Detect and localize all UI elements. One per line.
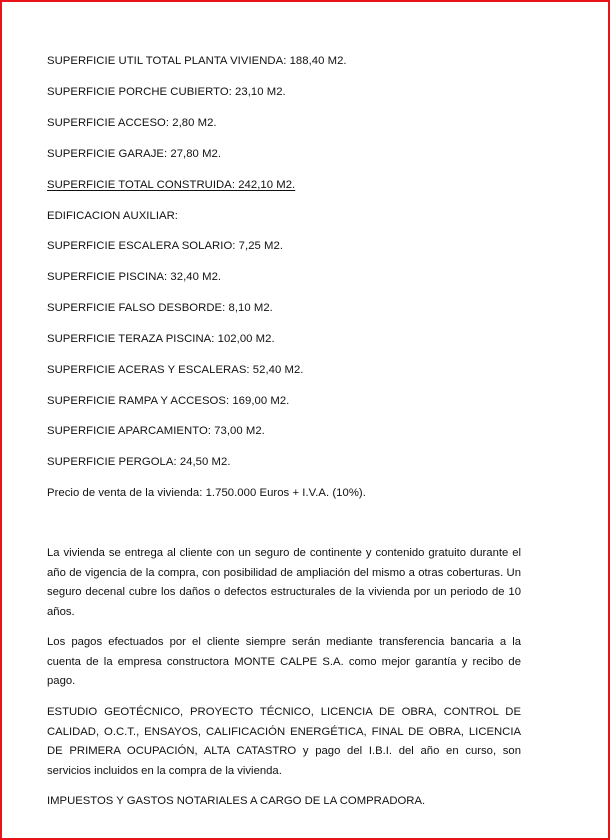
surface-piscina: SUPERFICIE PISCINA: 32,40 M2. bbox=[47, 271, 222, 283]
surface-teraza-piscina: SUPERFICIE TERAZA PISCINA: 102,00 M2. bbox=[47, 333, 275, 345]
surface-util-total: SUPERFICIE UTIL TOTAL PLANTA VIVIENDA: 188,40 M2. bbox=[47, 55, 347, 67]
insurance-paragraph: La vivienda se entrega al cliente con un seguro de continente y contenido gratuito durante el año de vigencia de la compra, con posibilidad de ampliación del mismo a otras coberturas. Un seguro decenal cubre los daños o defectos estructurales de la vivienda por un periodo de 10 años. bbox=[47, 547, 521, 618]
surface-aceras-escaleras: SUPERFICIE ACERAS Y ESCALERAS: 52,40 M2. bbox=[47, 364, 304, 376]
sale-price: Precio de venta de la vivienda: 1.750.000 Euros + I.V.A. (10%). bbox=[47, 487, 366, 499]
surface-aparcamiento: SUPERFICIE APARCAMIENTO: 73,00 M2. bbox=[47, 425, 265, 437]
edificacion-auxiliar-heading: EDIFICACION AUXILIAR: bbox=[47, 210, 178, 222]
surface-rampa-accesos: SUPERFICIE RAMPA Y ACCESOS: 169,00 M2. bbox=[47, 395, 290, 407]
surface-total-construida: SUPERFICIE TOTAL CONSTRUIDA: 242,10 M2. bbox=[47, 179, 296, 191]
surface-acceso: SUPERFICIE ACCESO: 2,80 M2. bbox=[47, 117, 217, 129]
payment-paragraph: Los pagos efectuados por el cliente siempre serán mediante transferencia bancaria a la cuenta de la empresa constructora MONTE CALPE S.A. como mejor garantía y recibo de pago. bbox=[47, 636, 521, 687]
surface-escalera-solario: SUPERFICIE ESCALERA SOLARIO: 7,25 M2. bbox=[47, 240, 284, 252]
taxes-paragraph: IMPUESTOS Y GASTOS NOTARIALES A CARGO DE LA COMPRADORA. bbox=[47, 795, 426, 807]
surface-falso-desborde: SUPERFICIE FALSO DESBORDE: 8,10 M2. bbox=[47, 302, 273, 314]
surface-pergola: SUPERFICIE PERGOLA: 24,50 M2. bbox=[47, 456, 231, 468]
included-services-paragraph: ESTUDIO GEOTÉCNICO, PROYECTO TÉCNICO, LICENCIA DE OBRA, CONTROL DE CALIDAD, O.C.T., ENSAYOS, CALIFICACIÓN ENERGÉTICA, FINAL DE OBRA, LICENCIA DE PRIMERA OCUPACIÓN, ALTA CATASTRO y pago del I.B.I. del año en curso, son servicios incluidos en la compra de la vivienda. bbox=[47, 706, 521, 777]
surface-porche: SUPERFICIE PORCHE CUBIERTO: 23,10 M2. bbox=[47, 86, 286, 98]
surface-garaje: SUPERFICIE GARAJE: 27,80 M2. bbox=[47, 148, 222, 160]
